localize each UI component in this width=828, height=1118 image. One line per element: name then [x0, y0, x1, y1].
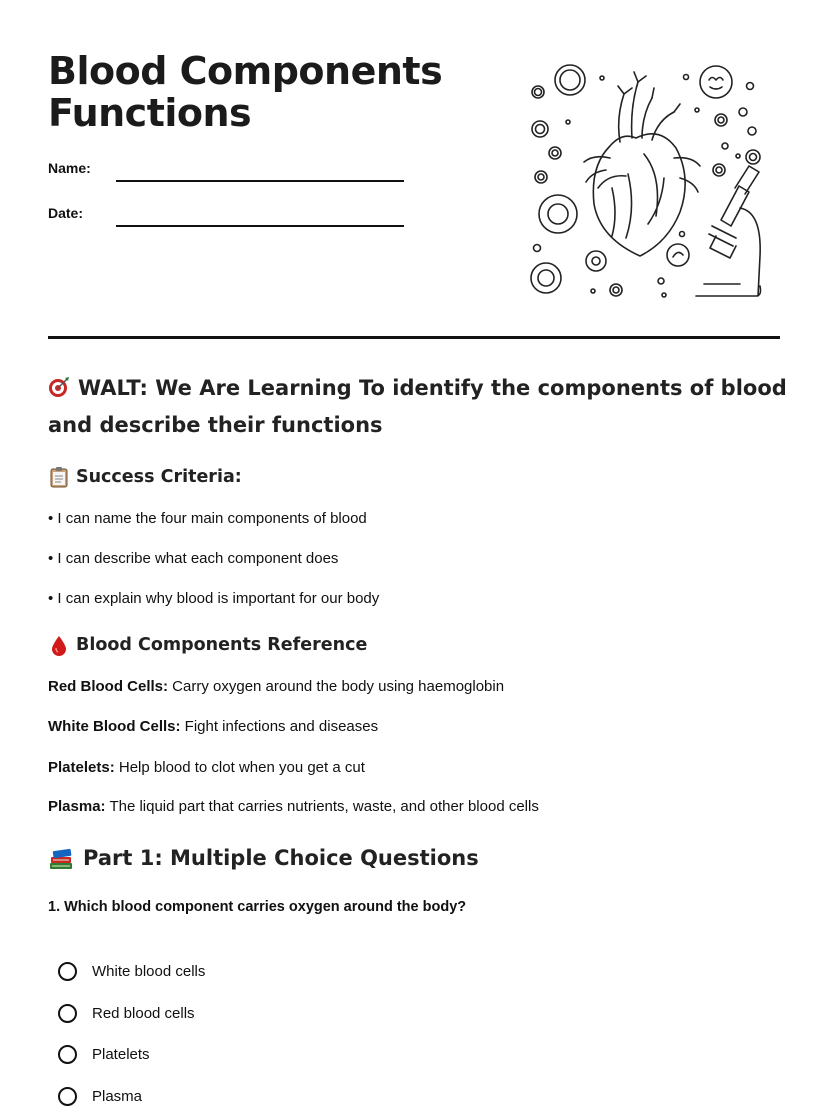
question-1-option-platelets[interactable] [58, 1045, 150, 1064]
title-line-2: Functions [48, 91, 252, 135]
title-line-1: Blood Components [48, 49, 443, 93]
name-label: Name: [48, 160, 91, 176]
reference-description: Fight infections and diseases [180, 718, 379, 735]
reference-title: Blood Components Reference [76, 635, 368, 655]
question-1-option-white-blood-cells[interactable] [58, 962, 205, 981]
books-icon [48, 846, 74, 870]
option-label: Plasma [92, 1088, 143, 1105]
reference-term: Plasma: [48, 798, 106, 815]
reference-heading [48, 634, 367, 656]
criteria-item: • I can name the four main components of blood [48, 510, 367, 527]
target-icon [48, 376, 70, 398]
reference-item-white-blood-cells [48, 718, 378, 735]
reference-term: Red Blood Cells: [48, 678, 169, 695]
radio-button[interactable] [58, 1004, 77, 1023]
option-label: Red blood cells [92, 1005, 195, 1022]
radio-button[interactable] [58, 962, 77, 981]
option-label: White blood cells [92, 963, 206, 980]
date-write-line[interactable] [116, 225, 404, 227]
reference-item-platelets [48, 759, 365, 776]
blood-drop-icon [48, 634, 70, 656]
part1-title: Part 1: Multiple Choice Questions [83, 846, 479, 870]
criteria-item: • I can describe what each component does [48, 550, 339, 567]
question-1-option-red-blood-cells[interactable] [58, 1004, 195, 1023]
question-1-option-plasma[interactable] [58, 1087, 142, 1106]
walt-text: WALT: We Are Learning To identify the components of blood and describe their functions [48, 376, 787, 437]
heart-illustration [524, 58, 764, 304]
reference-term: White Blood Cells: [48, 718, 181, 735]
walt-heading [48, 370, 788, 444]
reference-item-plasma [48, 798, 539, 815]
success-criteria-heading [48, 466, 242, 488]
radio-button[interactable] [58, 1045, 77, 1064]
question-1-text: 1. Which blood component carries oxygen around the body? [48, 899, 467, 915]
reference-description: Carry oxygen around the body using haemoglobin [168, 678, 505, 695]
date-label: Date: [48, 205, 84, 221]
clipboard-icon [48, 466, 70, 488]
criteria-item: • I can explain why blood is important for our body [48, 590, 380, 607]
reference-item-red-blood-cells [48, 678, 504, 695]
option-label: Platelets [92, 1046, 150, 1063]
radio-button[interactable] [58, 1087, 77, 1106]
reference-term: Platelets: [48, 759, 115, 776]
name-write-line[interactable] [116, 180, 404, 182]
worksheet-title [48, 50, 442, 134]
reference-description: The liquid part that carries nutrients, waste, and other blood cells [105, 798, 539, 815]
part1-heading [48, 846, 479, 870]
header-divider [48, 336, 780, 339]
reference-description: Help blood to clot when you get a cut [114, 759, 365, 776]
success-criteria-title: Success Criteria: [76, 467, 242, 487]
